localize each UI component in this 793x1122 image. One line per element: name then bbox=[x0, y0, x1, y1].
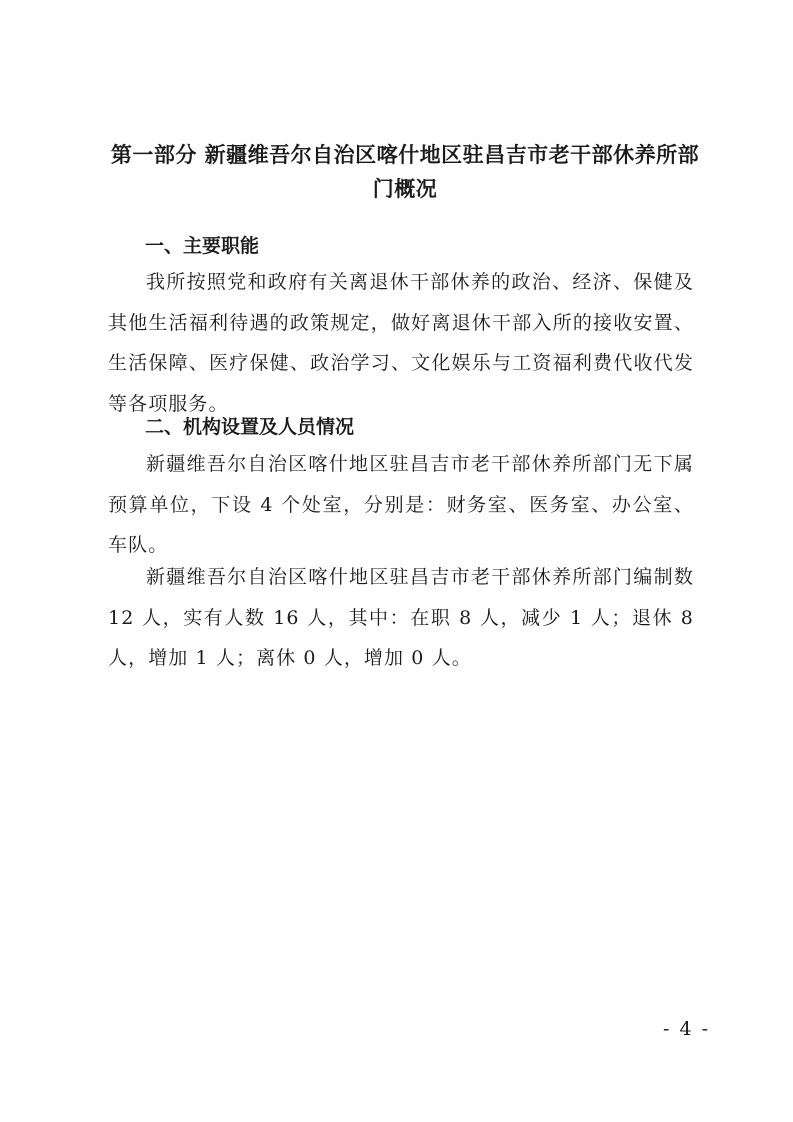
document-title-line-2: 门概况 bbox=[372, 177, 438, 201]
paragraph-staffing: 新疆维吾尔自治区喀什地区驻昌吉市老干部休养所部门编制数 12 人，实有人数 16 人，其中：在职 8 人，减少 1 人；退休 8 人，增加 1 人；离休 0 人，增加 0 人。 bbox=[108, 566, 694, 669]
paragraph-main-functions: 我所按照党和政府有关离退休干部休养的政治、经济、保健及其他生活福利待遇的政策规定，做好离退休干部入所的接收安置、生活保障、医疗保健、政治学习、文化娱乐与工资福利费代收代发等各项服务。 bbox=[108, 271, 694, 415]
paragraph-organization-units: 新疆维吾尔自治区喀什地区驻昌吉市老干部休养所部门无下属预算单位，下设 4 个处室，分别是：财务室、医务室、办公室、车队。 bbox=[108, 453, 694, 556]
section-heading-organization: 二、机构设置及人员情况 bbox=[145, 416, 355, 438]
document-title-line-1: 第一部分 新疆维吾尔自治区喀什地区驻昌吉市老干部休养所部 bbox=[110, 143, 700, 167]
section-heading-main-functions: 一、主要职能 bbox=[145, 235, 260, 257]
page-number: - 4 - bbox=[662, 1018, 710, 1040]
